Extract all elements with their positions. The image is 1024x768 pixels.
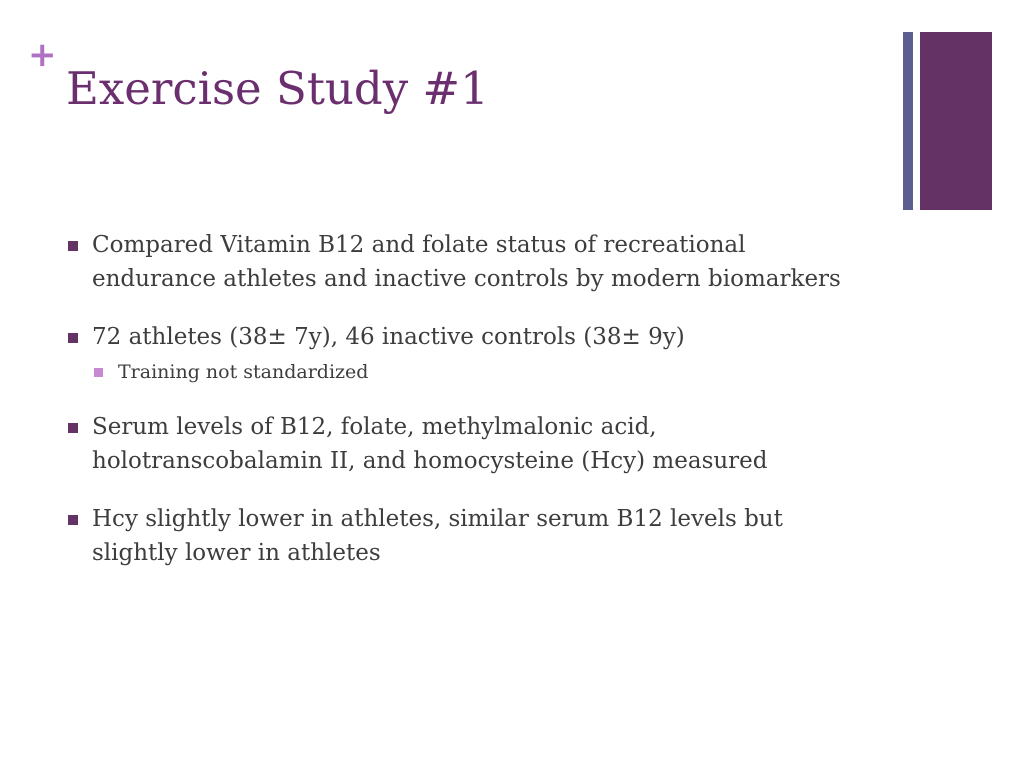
square-sub-bullet-icon — [94, 368, 103, 377]
square-bullet-icon — [68, 423, 78, 433]
slide-title: Exercise Study #1 — [66, 62, 489, 115]
bullet-text: 72 athletes (38± 7y), 46 inactive controls (38± 9y) — [92, 324, 685, 350]
bullet-item — [66, 228, 866, 296]
bullet-item — [66, 502, 866, 570]
sub-bullet-list — [92, 358, 866, 386]
square-bullet-icon — [68, 515, 78, 525]
bullet-text: Compared Vitamin B12 and folate status of recreational endurance athletes and inactive controls by modern biomarkers — [92, 232, 841, 292]
square-bullet-icon — [68, 333, 78, 343]
sub-bullet-text: Training not standardized — [118, 361, 369, 383]
bullet-item — [66, 410, 866, 478]
bullet-item — [66, 320, 866, 386]
decorative-bar-thin — [903, 32, 913, 210]
decorative-bar-wide — [920, 32, 992, 210]
bullet-text: Hcy slightly lower in athletes, similar serum B12 levels but slightly lower in athletes — [92, 506, 783, 566]
sub-bullet-item — [92, 358, 866, 386]
bullet-list — [66, 228, 866, 594]
square-bullet-icon — [68, 241, 78, 251]
bullet-text: Serum levels of B12, folate, methylmalonic acid, holotranscobalamin II, and homocysteine (Hcy) measured — [92, 414, 768, 474]
plus-decoration: + — [28, 35, 57, 75]
